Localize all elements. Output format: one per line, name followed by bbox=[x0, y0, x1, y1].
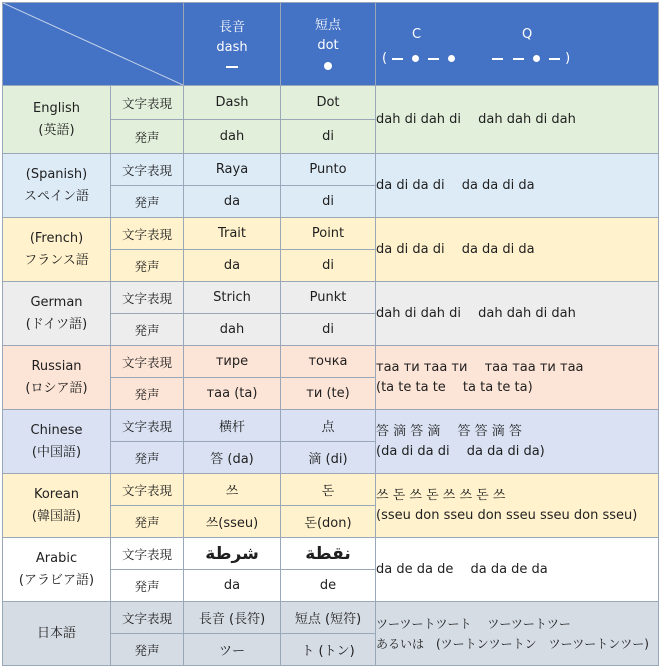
dash-symbol-icon bbox=[226, 66, 238, 68]
language-name: Arabic bbox=[35, 550, 78, 566]
code-cell bbox=[376, 538, 659, 602]
table-row bbox=[3, 602, 659, 634]
dash-text: Raya bbox=[184, 154, 281, 186]
code-line: ツーツートツート ツーツートツー bbox=[376, 616, 571, 631]
dash-subtitle: dash bbox=[216, 40, 248, 55]
dash-text: Dash bbox=[184, 86, 281, 120]
code-cell bbox=[376, 282, 659, 346]
sound-label: 発声 bbox=[111, 634, 184, 666]
dash-sound: da bbox=[184, 250, 281, 282]
dash-text: شرطة bbox=[184, 538, 281, 570]
sound-label: 発声 bbox=[111, 314, 184, 346]
dash-sound: 答 (da) bbox=[184, 442, 281, 474]
dot-sound: di bbox=[281, 314, 376, 346]
language-name: Russian bbox=[31, 358, 82, 374]
code-line-romanized: (sseu don sseu don sseu sseu don sseu) bbox=[376, 507, 638, 523]
q-dot-icon bbox=[533, 55, 540, 62]
language-cell bbox=[3, 86, 111, 154]
dot-sound: 滴 (di) bbox=[281, 442, 376, 474]
language-cell bbox=[3, 218, 111, 282]
morse-language-table bbox=[2, 2, 659, 666]
dot-text: Punkt bbox=[281, 282, 376, 314]
code-cell bbox=[376, 154, 659, 218]
code-line: da de da de da da de da bbox=[376, 561, 548, 577]
text-label: 文字表現 bbox=[111, 410, 184, 442]
language-name: German bbox=[30, 294, 83, 310]
language-name-alt: (英語) bbox=[38, 122, 75, 138]
language-cell bbox=[3, 154, 111, 218]
q-dash-icon bbox=[513, 58, 524, 60]
dash-sound: таа (ta) bbox=[184, 378, 281, 410]
sound-label: 発声 bbox=[111, 442, 184, 474]
dot-sound: di bbox=[281, 120, 376, 154]
dot-text: Dot bbox=[281, 86, 376, 120]
table-row bbox=[3, 282, 659, 314]
sound-label: 発声 bbox=[111, 506, 184, 538]
dot-text: 点 bbox=[281, 410, 376, 442]
table-row bbox=[3, 86, 659, 120]
code-line-alt: あるいは (ツートンツートン ツーツートンツー) bbox=[376, 636, 649, 651]
code-cell bbox=[376, 86, 659, 154]
code-line-romanized: (da di da di da da di da) bbox=[376, 443, 545, 459]
dot-header bbox=[281, 3, 376, 86]
dot-sound: di bbox=[281, 250, 376, 282]
dash-text: Strich bbox=[184, 282, 281, 314]
text-label: 文字表現 bbox=[111, 86, 184, 120]
dash-text: 横杆 bbox=[184, 410, 281, 442]
language-cell bbox=[3, 538, 111, 602]
language-name: Korean bbox=[33, 486, 80, 502]
text-label: 文字表現 bbox=[111, 602, 184, 634]
code-line: da di da di da da di da bbox=[376, 177, 535, 193]
table-row bbox=[3, 218, 659, 250]
dash-text: 쓰 bbox=[184, 474, 281, 506]
code-cell bbox=[376, 474, 659, 538]
corner-cell bbox=[3, 3, 184, 86]
text-label: 文字表現 bbox=[111, 538, 184, 570]
text-label: 文字表現 bbox=[111, 218, 184, 250]
language-name: 日本語 bbox=[36, 625, 76, 641]
c-dot-icon bbox=[448, 55, 455, 62]
header-row bbox=[3, 3, 659, 86]
code-line: dah di dah di dah dah di dah bbox=[376, 111, 576, 127]
code-line-romanized: (ta te ta te ta ta te ta) bbox=[376, 379, 533, 395]
sound-label: 発声 bbox=[111, 120, 184, 154]
sound-label: 発声 bbox=[111, 186, 184, 218]
q-dash-icon bbox=[549, 58, 560, 60]
code-cell bbox=[376, 346, 659, 410]
q-dash-icon bbox=[492, 58, 503, 60]
dot-sound: ти (te) bbox=[281, 378, 376, 410]
sound-label: 発声 bbox=[111, 250, 184, 282]
language-name-alt: (韓国語) bbox=[31, 508, 82, 524]
dot-text: 돈 bbox=[281, 474, 376, 506]
code-line: dah di dah di dah dah di dah bbox=[376, 305, 576, 321]
dot-sound: ト (トン) bbox=[281, 634, 376, 666]
dash-sound: da bbox=[184, 570, 281, 602]
table-row bbox=[3, 474, 659, 506]
text-label: 文字表現 bbox=[111, 154, 184, 186]
dash-text: Trait bbox=[184, 218, 281, 250]
dot-sound: de bbox=[281, 570, 376, 602]
language-name: Chinese bbox=[30, 422, 83, 438]
language-name-alt: (ドイツ語) bbox=[25, 316, 88, 332]
dash-text: тире bbox=[184, 346, 281, 378]
dot-title: 短点 bbox=[314, 18, 341, 33]
open-paren: ( bbox=[382, 51, 388, 66]
diagonal-divider bbox=[3, 3, 183, 85]
morse-sequence bbox=[382, 51, 570, 66]
code-header bbox=[376, 3, 659, 86]
code-line: 쓰 돈 쓰 돈 쓰 쓰 돈 쓰 bbox=[376, 487, 506, 503]
dash-sound: ツー bbox=[184, 634, 281, 666]
c-dash-icon bbox=[392, 58, 403, 60]
language-name-alt: (ロシア語) bbox=[25, 380, 88, 396]
dash-title: 長音 bbox=[218, 20, 245, 35]
code-line: da di da di da da di da bbox=[376, 241, 535, 257]
code-line: таа ти таа ти таа таа ти таа bbox=[376, 359, 584, 375]
dot-sound: di bbox=[281, 186, 376, 218]
language-name-alt: (中国語) bbox=[31, 444, 82, 460]
sound-label: 発声 bbox=[111, 570, 184, 602]
text-label: 文字表現 bbox=[111, 474, 184, 506]
dot-subtitle: dot bbox=[317, 38, 339, 53]
language-cell bbox=[3, 474, 111, 538]
table-row bbox=[3, 346, 659, 378]
language-name-alt: (アラビア語) bbox=[18, 572, 95, 588]
dot-text: Punto bbox=[281, 154, 376, 186]
c-dash-icon bbox=[428, 58, 439, 60]
dot-text: 短点 (短符) bbox=[281, 602, 376, 634]
language-cell bbox=[3, 346, 111, 410]
table-row bbox=[3, 154, 659, 186]
language-name: (Spanish) bbox=[25, 166, 88, 182]
dash-sound: dah bbox=[184, 314, 281, 346]
language-cell bbox=[3, 410, 111, 474]
q-label: Q bbox=[522, 27, 533, 42]
table-row bbox=[3, 410, 659, 442]
dot-sound: 돈(don) bbox=[281, 506, 376, 538]
dash-text: 長音 (長符) bbox=[184, 602, 281, 634]
code-cell bbox=[376, 410, 659, 474]
language-name-alt: スペイン語 bbox=[23, 188, 89, 204]
language-name: (French) bbox=[29, 230, 84, 246]
dot-symbol-icon bbox=[324, 62, 332, 70]
code-cell bbox=[376, 602, 659, 666]
code-cell bbox=[376, 218, 659, 282]
language-cell bbox=[3, 602, 111, 666]
dash-sound: 쓰(sseu) bbox=[184, 506, 281, 538]
language-name-alt: フランス語 bbox=[24, 252, 89, 268]
c-label: C bbox=[412, 27, 422, 42]
code-line: 答 滴 答 滴 答 答 滴 答 bbox=[376, 423, 522, 439]
dot-text: точка bbox=[281, 346, 376, 378]
dash-sound: da bbox=[184, 186, 281, 218]
dot-text: نقطة bbox=[281, 538, 376, 570]
language-cell bbox=[3, 282, 111, 346]
dot-text: Point bbox=[281, 218, 376, 250]
table-row bbox=[3, 538, 659, 570]
dash-sound: dah bbox=[184, 120, 281, 154]
sound-label: 発声 bbox=[111, 378, 184, 410]
dash-header bbox=[184, 3, 281, 86]
text-label: 文字表現 bbox=[111, 346, 184, 378]
text-label: 文字表現 bbox=[111, 282, 184, 314]
language-name: English bbox=[33, 100, 80, 116]
close-paren: ) bbox=[565, 51, 571, 66]
c-dot-icon bbox=[412, 55, 419, 62]
